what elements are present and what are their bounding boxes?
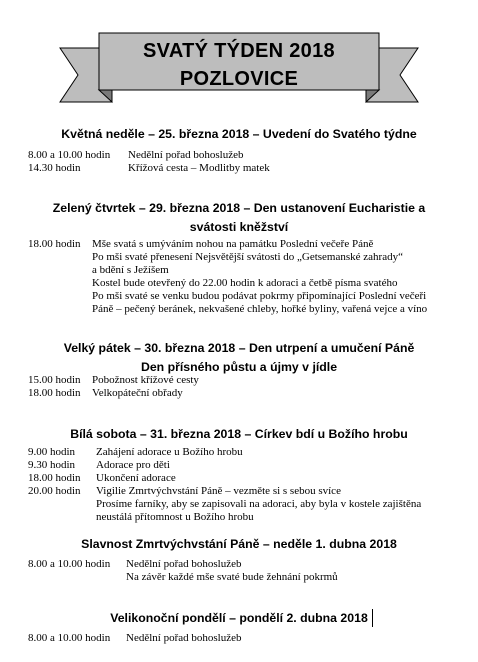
row-time: 8.00 a 10.00 hodin [28,632,111,644]
row-time: 18.00 hodin [28,238,81,250]
section-heading-holy-saturday: Bílá sobota – 31. března 2018 – Církev bdí u Božího hrobu [70,427,408,441]
row-text: Nedělní pořad bohoslužeb [126,558,242,570]
note-line: Páně – pečený beránek, nekvašené chleby, hořké byliny, vařená vejce a víno [92,303,428,315]
margin-line [372,609,373,627]
row-time: 18.00 hodin [28,387,81,399]
section-heading-maundy-thursday-cont: svátosti kněžství [189,220,289,234]
note-line: Po mši svaté přenesení Nejsvětější svátosti do „Getsemanské zahrady“ [92,251,403,263]
title-line-2: POZLOVICE [179,68,299,90]
row-time: 8.00 a 10.00 hodin [28,149,111,161]
row-text: Nedělní pořad bohoslužeb [128,149,244,161]
note-line: Prosíme farníky, aby se zapisovali na adoraci, aby byla v kostele zajištěna [96,498,422,510]
section-heading-easter-sunday: Slavnost Zmrtvýchvstání Páně – neděle 1. dubna 2018 [81,537,397,551]
row-time: 9.00 hodin [28,446,76,458]
row-text: Adorace pro děti [96,459,170,471]
row-text: Pobožnost křížové cesty [92,374,199,386]
row-text: Mše svatá s umýváním nohou na památku Poslední večeře Páně [92,238,374,250]
row-time: 18.00 hodin [28,472,81,484]
row-time: 8.00 a 10.00 hodin [28,558,111,570]
section-heading-maundy-thursday: Zelený čtvrtek – 29. března 2018 – Den ustanovení Eucharistie a [52,201,426,215]
note-line: a bdění s Ježíšem [92,264,169,276]
note-line: Po mši svaté se venku budou podávat pokrmy připomínající Poslední večeři [92,290,427,302]
row-text: Křížová cesta – Modlitby matek [128,162,270,174]
title-line-1: SVATÝ TÝDEN 2018 [143,40,335,62]
section-subheading-fasting: Den přísného půstu a újmy v jídle [140,360,338,374]
note-line: Kostel bude otevřený do 22.00 hodin k adoraci a četbě písma svatého [92,277,398,289]
row-time: 14.30 hodin [28,162,81,174]
row-text: Nedělní pořad bohoslužeb [126,632,242,644]
row-time: 9.30 hodin [28,459,76,471]
row-text: Velkopáteční obřady [92,387,183,399]
row-time: 15.00 hodin [28,374,81,386]
title-banner [0,0,478,110]
row-text: Ukončení adorace [96,472,176,484]
note-line: Na závěr každé mše svaté bude žehnání pokrmů [126,571,338,583]
section-heading-easter-monday: Velikonoční pondělí – pondělí 2. dubna 2018 [110,611,368,625]
note-line: neustálá přítomnost u Božího hrobu [96,511,254,523]
section-heading-palm-sunday: Květná neděle – 25. března 2018 – Uvedení do Svatého týdne [61,127,417,141]
row-time: 20.00 hodin [28,485,81,497]
section-heading-good-friday: Velký pátek – 30. března 2018 – Den utrpení a umučení Páně [63,341,415,355]
row-text: Zahájení adorace u Božího hrobu [96,446,243,458]
row-text: Vigilie Zmrtvýchvstání Páně – vezměte si s sebou svíce [96,485,341,497]
